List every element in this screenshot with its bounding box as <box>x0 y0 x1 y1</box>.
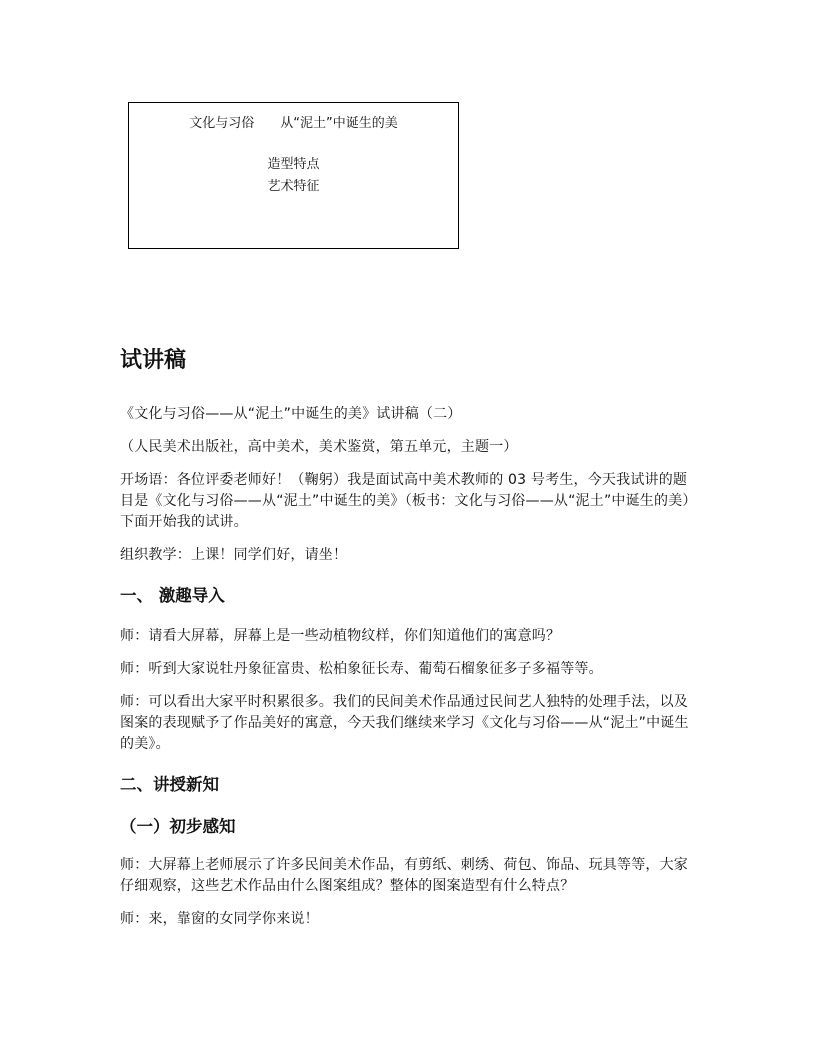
board-line-art-features: 艺术特征 <box>267 179 320 194</box>
perception-paragraph-1: 师：大屏幕上老师展示了许多民间美术作品，有剪纸、刺绣、荷包、饰品、玩具等等，大家仔细观察，这些艺术作品由什么图案组成？整体的图案造型有什么特点？ <box>120 857 688 894</box>
lesson-source: （人民美术出版社，高中美术，美术鉴赏，第五单元，主题一） <box>120 439 518 455</box>
board-title <box>129 112 458 131</box>
section-heading-new-knowledge: 二、讲授新知 <box>120 775 219 794</box>
blackboard-diagram <box>128 102 459 249</box>
board-title-right: 从“泥土”中诞生的美 <box>280 116 398 131</box>
intro-paragraph-1: 师：请看大屏幕，屏幕上是一些动植物纹样，你们知道他们的寓意吗？ <box>120 628 561 644</box>
intro-paragraph-3: 师：可以看出大家平时积累很多。我们的民间美术作品通过民间艺人独特的处理手法，以及图案的表现赋予了作品美好的寓意，今天我们继续来学习《文化与习俗——从“泥土”中诞生的美》。 <box>120 694 689 752</box>
intro-paragraph-2: 师：听到大家说牡丹象征富贵、松柏象征长寿、葡萄石榴象征多子多福等等。 <box>120 661 603 677</box>
subsection-heading-perception: （一）初步感知 <box>120 817 236 836</box>
page-title: 试讲稿 <box>120 348 187 373</box>
class-organization: 组织教学：上课！同学们好，请坐！ <box>120 547 348 563</box>
board-line-shape-features: 造型特点 <box>267 157 320 172</box>
perception-paragraph-2: 师：来，靠窗的女同学你来说！ <box>120 911 319 927</box>
board-title-left: 文化与习俗 <box>189 116 255 131</box>
lesson-title: 《文化与习俗——从“泥土”中诞生的美》试讲稿（二） <box>120 406 462 422</box>
section-heading-intro: 一、 激趣导入 <box>120 586 225 605</box>
document-body <box>120 344 700 942</box>
opening-remarks: 开场语：各位评委老师好！（鞠躬）我是面试高中美术教师的 03 号考生，今天我试讲的题目是《文化与习俗——从“泥土”中诞生的美》（板书：文化与习俗——从“泥土”中诞生的美）下面开始我的试讲。 <box>120 472 697 530</box>
